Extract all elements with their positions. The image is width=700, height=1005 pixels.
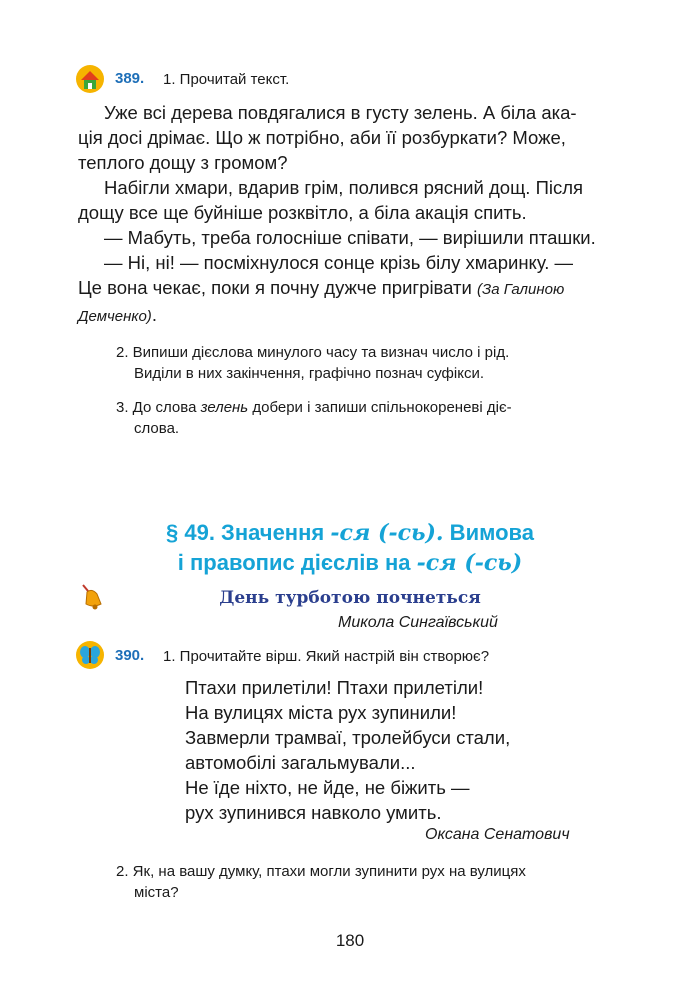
poem-line: Птахи прилетіли! Птахи прилетіли!	[185, 677, 484, 698]
text-fragment: -ся (-сь).	[330, 520, 444, 546]
poem-author: Оксана Сенатович	[425, 826, 570, 843]
task-instruction: 1. Прочитай текст.	[163, 71, 290, 88]
text-line: дощу все ще буйніше розквітло, а біла акація спить.	[78, 202, 527, 223]
task-line: 2. Як, на вашу думку, птахи могли зупинити рух на вулицях	[116, 863, 526, 880]
section-title	[50, 518, 650, 578]
task-2	[116, 861, 656, 903]
text-line	[78, 302, 658, 329]
text-fragment: Вимова	[443, 520, 534, 545]
poem-text	[185, 675, 605, 825]
text-fragment: -ся (-сь)	[416, 550, 523, 576]
text-fragment: 3. До слова	[116, 399, 201, 416]
exercise-number: 389.	[115, 70, 145, 87]
poem-line: Не їде ніхто, не йде, не біжить —	[185, 777, 470, 798]
poem-title: День турботою почнеться	[219, 588, 481, 608]
task-line: 2. Випиши дієслова минулого часу та визнач число і рід.	[116, 344, 510, 361]
text-fragment: добери і запиши спільнокореневі діє-	[248, 399, 512, 416]
text-line: Набігли хмари, вдарив грім, полився рясний дощ. Після	[104, 177, 584, 198]
poem-line: На вулицях міста рух зупинили!	[185, 702, 457, 723]
poem-line: автомобілі загальмували...	[185, 752, 416, 773]
section-title-line	[50, 518, 650, 548]
poem-line: Завмерли трамваї, тролейбуси стали,	[185, 727, 511, 748]
text-fragment: § 49. Значення	[166, 520, 331, 545]
text-line	[78, 275, 658, 302]
task-line: міста?	[134, 884, 179, 901]
task-line: слова.	[134, 420, 180, 437]
poem-line: рух зупинився навколо умить.	[185, 802, 442, 823]
task-line: Виділи в них закінчення, графічно познач суфікси.	[134, 365, 484, 382]
text-fragment: і правопис дієслів на	[177, 550, 417, 575]
task-2	[116, 342, 656, 384]
text-fragment: Це вона чекає, поки я почну дужче пригрівати	[78, 277, 472, 298]
highlight-word: зелень	[200, 399, 249, 416]
text-line: — Ні, ні! — посміхнулося сонце крізь білу хмаринку. —	[104, 252, 574, 273]
text-source: Демченко)	[78, 308, 152, 325]
task-3	[116, 397, 656, 439]
reading-text	[78, 100, 658, 329]
page-number: 180	[335, 931, 365, 950]
butterfly-icon	[75, 640, 105, 670]
text-line: ція досі дрімає. Що ж потрібно, аби її розбуркати? Може,	[78, 127, 566, 148]
text-line: теплого дощу з громом?	[78, 152, 288, 173]
text-fragment: .	[151, 304, 157, 325]
poem-author: Микола Сингаївський	[338, 614, 498, 631]
text-source: (За Галиною	[477, 281, 565, 298]
exercise-number: 390.	[115, 647, 145, 664]
house-icon	[75, 64, 105, 94]
text-line: — Мабуть, треба голосніше співати, — вирішили пташки.	[104, 227, 596, 248]
task-instruction: 1. Прочитайте вірш. Який настрій він створює?	[163, 648, 490, 665]
section-title-line	[50, 548, 650, 578]
task-line	[116, 397, 656, 418]
text-line: Уже всі дерева повдягалися в густу зелень. А біла ака-	[104, 102, 577, 123]
